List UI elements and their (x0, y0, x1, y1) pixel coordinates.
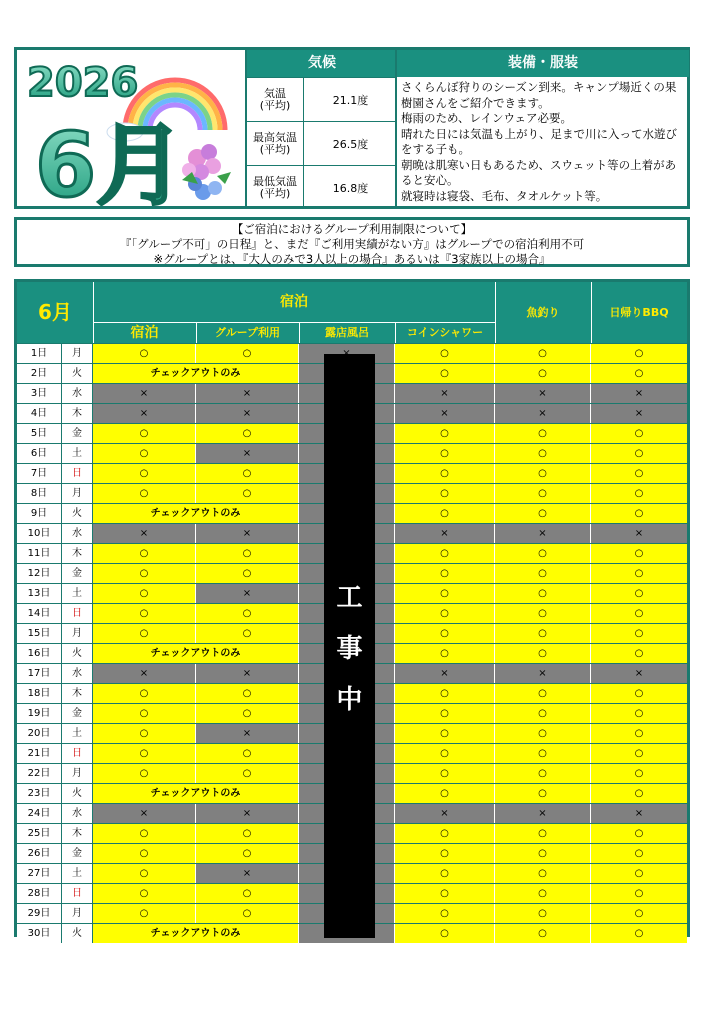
group-cell: ○ (196, 844, 299, 863)
group-cell: ○ (196, 764, 299, 783)
date-cell: 10日 (17, 524, 62, 543)
col-group: グループ利用 (214, 326, 281, 339)
group-cell: ○ (196, 884, 299, 903)
fishing-cell: × (495, 664, 591, 683)
weekday-cell: 木 (62, 824, 93, 843)
climate-value: 26.5度 (332, 137, 369, 151)
stay-cell: ○ (93, 424, 196, 443)
climate-table (245, 50, 397, 206)
coin-shower-cell: × (395, 404, 495, 423)
equipment-header: 装備・服装 (397, 50, 689, 77)
weekday-cell: 月 (62, 624, 93, 643)
fishing-cell: ○ (495, 744, 591, 763)
notice-line: 『「グループ不可」の日程』と、まだ『ご利用実績がない方』はグループでの宿泊利用不可 (119, 237, 585, 251)
stay-cell: ○ (93, 604, 196, 623)
date-cell: 21日 (17, 744, 62, 763)
bbq-cell: ○ (591, 344, 687, 363)
climate-value: 16.8度 (332, 181, 369, 195)
weekday-cell: 木 (62, 684, 93, 703)
construction-char: 事 (336, 633, 363, 664)
coin-shower-cell: ○ (395, 684, 495, 703)
fishing-cell: ○ (495, 784, 591, 803)
fishing-cell: ○ (495, 364, 591, 383)
weekday-cell: 金 (62, 424, 93, 443)
group-cell: ○ (196, 484, 299, 503)
climate-row (247, 77, 397, 121)
coin-shower-cell: ○ (395, 504, 495, 523)
coin-shower-cell: ○ (395, 884, 495, 903)
bbq-cell: ○ (591, 724, 687, 743)
coin-shower-cell: ○ (395, 464, 495, 483)
stay-cell: ○ (93, 684, 196, 703)
month-label: 6月 (38, 300, 72, 324)
coin-shower-cell: ○ (395, 824, 495, 843)
stay-cell: ○ (93, 624, 196, 643)
coin-shower-cell: × (395, 804, 495, 823)
stay-cell: × (93, 404, 196, 423)
coin-shower-cell: × (395, 384, 495, 403)
fishing-cell: × (495, 384, 591, 403)
fishing-cell: ○ (495, 884, 591, 903)
group-cell: × (196, 444, 299, 463)
fishing-cell: ○ (495, 844, 591, 863)
coin-shower-cell: ○ (395, 784, 495, 803)
date-cell: 24日 (17, 804, 62, 823)
col-bath: 露店風呂 (325, 326, 369, 339)
date-cell: 8日 (17, 484, 62, 503)
bbq-cell: ○ (591, 504, 687, 523)
group-cell: ○ (196, 744, 299, 763)
climate-label: 気温 (平均) (247, 78, 304, 121)
group-cell: ○ (196, 824, 299, 843)
coin-shower-cell: ○ (395, 904, 495, 923)
date-cell: 19日 (17, 704, 62, 723)
coin-shower-cell: ○ (395, 544, 495, 563)
group-cell: ○ (196, 424, 299, 443)
bbq-cell: × (591, 404, 687, 423)
stay-cell: ○ (93, 764, 196, 783)
bbq-cell: × (591, 804, 687, 823)
coin-shower-cell: × (395, 524, 495, 543)
date-cell: 18日 (17, 684, 62, 703)
stay-cell: ○ (93, 564, 196, 583)
climate-label: 最低気温 (平均) (247, 166, 304, 209)
stay-cell: ○ (93, 444, 196, 463)
climate-value: 21.1度 (332, 93, 369, 107)
fishing-cell: ○ (495, 904, 591, 923)
fishing-cell: ○ (495, 484, 591, 503)
bbq-cell: ○ (591, 484, 687, 503)
coin-shower-cell: ○ (395, 484, 495, 503)
group-cell: ○ (196, 564, 299, 583)
weekday-cell: 水 (62, 804, 93, 823)
stay-group-header: 宿泊 (93, 282, 495, 323)
group-cell: ○ (196, 344, 299, 363)
weekday-cell: 水 (62, 664, 93, 683)
weekday-cell: 月 (62, 344, 93, 363)
stay-cell: ○ (93, 864, 196, 883)
fishing-cell: ○ (495, 424, 591, 443)
weekday-cell: 月 (62, 764, 93, 783)
stay-cell: ○ (93, 484, 196, 503)
climate-row (247, 165, 397, 209)
stay-cell: ○ (93, 884, 196, 903)
checkout-only-cell: チェックアウトのみ (93, 504, 299, 523)
stay-cell: ○ (93, 824, 196, 843)
weekday-cell: 水 (62, 524, 93, 543)
coin-shower-cell: ○ (395, 844, 495, 863)
col-stay: 宿泊 (130, 325, 159, 341)
col-bbq: 日帰りBBQ (609, 306, 669, 319)
logo-year: 2026 (27, 60, 139, 106)
bbq-cell: ○ (591, 924, 687, 943)
coin-shower-cell: ○ (395, 744, 495, 763)
date-cell: 5日 (17, 424, 62, 443)
table-header (17, 282, 687, 343)
date-cell: 12日 (17, 564, 62, 583)
group-cell: ○ (196, 684, 299, 703)
group-cell: ○ (196, 704, 299, 723)
stay-cell: ○ (93, 464, 196, 483)
fishing-cell: ○ (495, 764, 591, 783)
bbq-cell: ○ (591, 644, 687, 663)
col-coin-shower: コインシャワー (406, 326, 484, 339)
equipment-panel (395, 50, 689, 206)
logo-month: 6月 (35, 114, 185, 206)
date-cell: 30日 (17, 924, 62, 943)
fishing-cell: ○ (495, 644, 591, 663)
fishing-cell: ○ (495, 584, 591, 603)
coin-shower-cell: ○ (395, 344, 495, 363)
group-cell: × (196, 724, 299, 743)
coin-shower-cell: ○ (395, 364, 495, 383)
climate-label: 最高気温 (平均) (247, 122, 304, 165)
weekday-cell: 土 (62, 724, 93, 743)
checkout-only-cell: チェックアウトのみ (93, 364, 299, 383)
weekday-cell: 月 (62, 484, 93, 503)
notice-line: ※グループとは、『大人のみで3人以上の場合』あるいは『3家族以上の場合』 (153, 252, 551, 266)
coin-shower-cell: ○ (395, 724, 495, 743)
date-cell: 16日 (17, 644, 62, 663)
checkout-only-cell: チェックアウトのみ (93, 924, 299, 943)
date-cell: 20日 (17, 724, 62, 743)
group-cell: ○ (196, 624, 299, 643)
coin-shower-cell: ○ (395, 564, 495, 583)
group-cell: ○ (196, 904, 299, 923)
bbq-cell: ○ (591, 604, 687, 623)
bbq-cell: ○ (591, 764, 687, 783)
bbq-cell: ○ (591, 624, 687, 643)
fishing-cell: ○ (495, 724, 591, 743)
weekday-cell: 火 (62, 784, 93, 803)
weekday-cell: 土 (62, 584, 93, 603)
stay-cell: × (93, 804, 196, 823)
coin-shower-cell: ○ (395, 764, 495, 783)
weekday-cell: 木 (62, 404, 93, 423)
bbq-cell: ○ (591, 904, 687, 923)
weekday-cell: 火 (62, 504, 93, 523)
bbq-cell: ○ (591, 684, 687, 703)
coin-shower-cell: ○ (395, 424, 495, 443)
weekday-cell: 木 (62, 544, 93, 563)
weekday-cell: 土 (62, 864, 93, 883)
notice-title: 【ご宿泊におけるグループ利用制限について】 (231, 222, 473, 236)
bbq-cell: ○ (591, 444, 687, 463)
construction-char: 工 (336, 582, 363, 613)
group-cell: × (196, 584, 299, 603)
group-cell: × (196, 404, 299, 423)
fishing-cell: × (495, 804, 591, 823)
weekday-cell: 金 (62, 844, 93, 863)
date-cell: 6日 (17, 444, 62, 463)
weekday-cell: 火 (62, 364, 93, 383)
date-cell: 17日 (17, 664, 62, 683)
coin-shower-cell: ○ (395, 584, 495, 603)
fishing-cell: ○ (495, 544, 591, 563)
fishing-cell: ○ (495, 604, 591, 623)
stay-cell: ○ (93, 344, 196, 363)
weekday-cell: 水 (62, 384, 93, 403)
fishing-cell: ○ (495, 344, 591, 363)
date-cell: 3日 (17, 384, 62, 403)
coin-shower-cell: ○ (395, 604, 495, 623)
weekday-cell: 金 (62, 564, 93, 583)
stay-cell: ○ (93, 844, 196, 863)
stay-cell: × (93, 664, 196, 683)
fishing-cell: ○ (495, 684, 591, 703)
weekday-cell: 月 (62, 904, 93, 923)
date-cell: 23日 (17, 784, 62, 803)
coin-shower-cell: ○ (395, 624, 495, 643)
schedule-table (14, 279, 690, 937)
weekday-cell: 日 (62, 604, 93, 623)
month-logo (17, 50, 245, 206)
bbq-cell: × (591, 524, 687, 543)
fishing-cell: ○ (495, 704, 591, 723)
group-notice (14, 217, 690, 267)
bbq-cell: ○ (591, 744, 687, 763)
bbq-cell: ○ (591, 864, 687, 883)
date-cell: 27日 (17, 864, 62, 883)
coin-shower-cell: ○ (395, 864, 495, 883)
coin-shower-cell: ○ (395, 924, 495, 943)
date-cell: 29日 (17, 904, 62, 923)
date-cell: 26日 (17, 844, 62, 863)
group-cell: × (196, 384, 299, 403)
weekday-cell: 火 (62, 924, 93, 943)
construction-char: 中 (336, 684, 363, 715)
checkout-only-cell: チェックアウトのみ (93, 784, 299, 803)
bbq-cell: × (591, 664, 687, 683)
date-cell: 14日 (17, 604, 62, 623)
group-cell: × (196, 524, 299, 543)
bbq-cell: ○ (591, 884, 687, 903)
stay-cell: × (93, 524, 196, 543)
coin-shower-cell: ○ (395, 444, 495, 463)
group-cell: × (196, 864, 299, 883)
bbq-cell: ○ (591, 824, 687, 843)
fishing-cell: ○ (495, 444, 591, 463)
weekday-cell: 土 (62, 444, 93, 463)
col-fishing: 魚釣り (526, 306, 560, 319)
fishing-cell: ○ (495, 504, 591, 523)
stay-cell: ○ (93, 544, 196, 563)
climate-header: 気候 (247, 50, 397, 77)
fishing-cell: ○ (495, 924, 591, 943)
bbq-cell: ○ (591, 364, 687, 383)
coin-shower-cell: × (395, 664, 495, 683)
fishing-cell: ○ (495, 564, 591, 583)
weekday-cell: 金 (62, 704, 93, 723)
date-cell: 7日 (17, 464, 62, 483)
date-cell: 25日 (17, 824, 62, 843)
bbq-cell: ○ (591, 844, 687, 863)
stay-cell: ○ (93, 724, 196, 743)
group-cell: ○ (196, 604, 299, 623)
stay-cell: ○ (93, 584, 196, 603)
stay-cell: ○ (93, 744, 196, 763)
bbq-cell: ○ (591, 424, 687, 443)
date-cell: 15日 (17, 624, 62, 643)
coin-shower-cell: ○ (395, 704, 495, 723)
group-cell: × (196, 804, 299, 823)
bbq-cell: ○ (591, 584, 687, 603)
bbq-cell: ○ (591, 544, 687, 563)
fishing-cell: ○ (495, 464, 591, 483)
date-cell: 11日 (17, 544, 62, 563)
group-cell: × (196, 664, 299, 683)
weekday-cell: 日 (62, 744, 93, 763)
fishing-cell: ○ (495, 624, 591, 643)
date-cell: 13日 (17, 584, 62, 603)
date-cell: 1日 (17, 344, 62, 363)
bbq-cell: × (591, 384, 687, 403)
bbq-cell: ○ (591, 784, 687, 803)
equipment-text: さくらんぼ狩りのシーズン到来。キャンプ場近くの果樹園さんをご紹介できます。 梅雨のため、レインウェア必要。 晴れた日には気温も上がり、足まで川に入って水遊びをする子も。 朝晩は肌寒い日もあるため、スウェット等の上着があると安心。 就寝時は寝袋、毛布、タオルケット等。 (401, 80, 677, 203)
fishing-cell: × (495, 524, 591, 543)
bbq-cell: ○ (591, 464, 687, 483)
date-cell: 9日 (17, 504, 62, 523)
climate-row (247, 121, 397, 165)
fishing-cell: × (495, 404, 591, 423)
stay-cell: ○ (93, 704, 196, 723)
fishing-cell: ○ (495, 864, 591, 883)
construction-banner (324, 354, 375, 938)
date-cell: 4日 (17, 404, 62, 423)
bbq-cell: ○ (591, 704, 687, 723)
group-cell: ○ (196, 544, 299, 563)
checkout-only-cell: チェックアウトのみ (93, 644, 299, 663)
rainbow-hydrangea-illustration (17, 50, 245, 206)
stay-cell: ○ (93, 904, 196, 923)
weekday-cell: 火 (62, 644, 93, 663)
weekday-cell: 日 (62, 884, 93, 903)
date-cell: 22日 (17, 764, 62, 783)
fishing-cell: ○ (495, 824, 591, 843)
group-cell: ○ (196, 464, 299, 483)
bbq-cell: ○ (591, 564, 687, 583)
date-cell: 2日 (17, 364, 62, 383)
stay-cell: × (93, 384, 196, 403)
date-cell: 28日 (17, 884, 62, 903)
summary-panel (14, 47, 690, 209)
coin-shower-cell: ○ (395, 644, 495, 663)
weekday-cell: 日 (62, 464, 93, 483)
